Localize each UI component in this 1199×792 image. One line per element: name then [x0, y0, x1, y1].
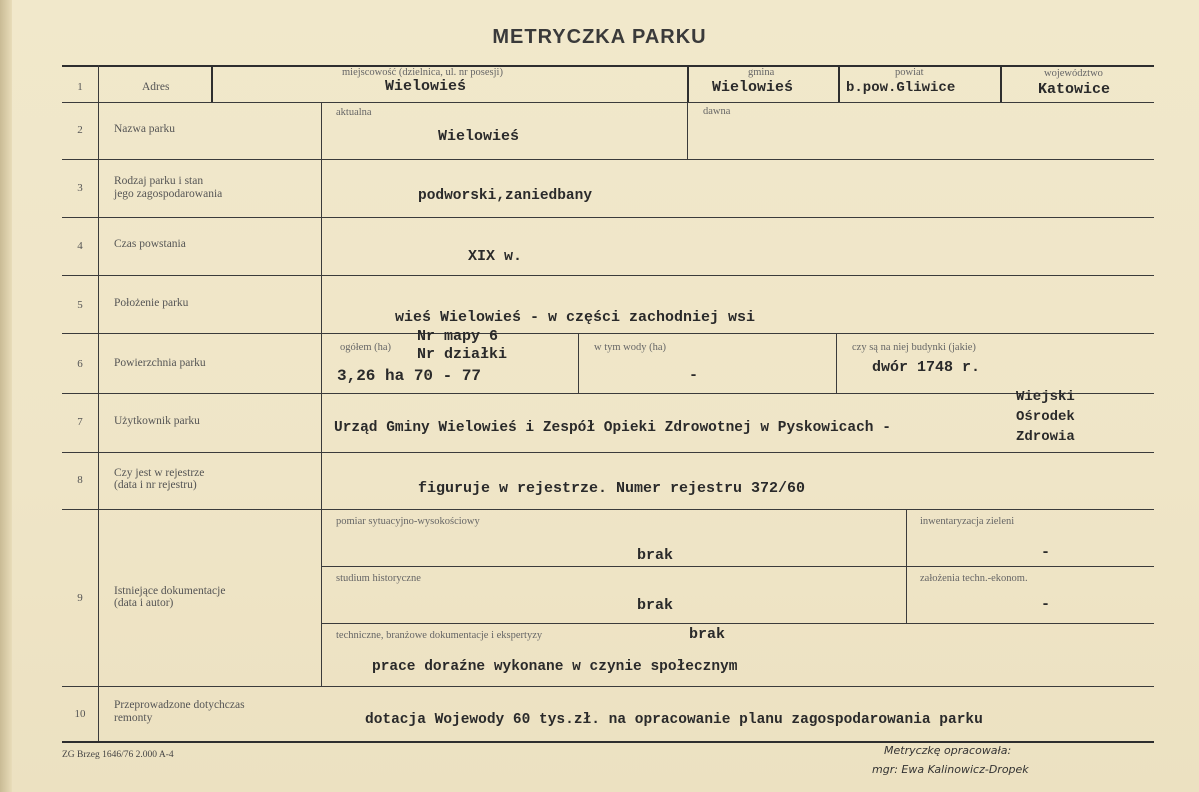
- column-divider: [578, 333, 579, 393]
- table-top-border: [62, 65, 1154, 67]
- row-label: Użytkownik parku: [114, 415, 200, 427]
- page-binding-shadow: [0, 0, 12, 792]
- table-bottom-border: [62, 741, 1154, 743]
- field-caption: czy są na niej budynki (jakie): [852, 342, 976, 353]
- plot-label-value: Nr działki: [417, 346, 508, 363]
- row-number: 3: [77, 182, 83, 194]
- row-number: 1: [77, 81, 83, 93]
- column-divider: [321, 102, 322, 686]
- field-caption: inwentaryzacja zieleni: [920, 516, 1015, 527]
- commune-value: Wielowieś: [712, 79, 794, 96]
- signature-line: Metryczkę opracowała:: [884, 744, 1012, 757]
- row-divider: [62, 102, 1154, 103]
- field-caption: dawna: [703, 106, 731, 117]
- park-user-value: Urząd Gminy Wielowieś i Zespół Opieki Zdrowotnej w Pyskowicach -: [334, 420, 891, 436]
- row-divider: [62, 686, 1154, 687]
- field-caption: założenia techn.-ekonom.: [920, 573, 1028, 584]
- column-divider: [906, 509, 907, 623]
- row-divider: [62, 393, 1154, 394]
- row-label: Położenie parku: [114, 297, 189, 309]
- current-name-value: Wielowieś: [438, 128, 520, 145]
- field-caption: powiat: [895, 67, 924, 78]
- greenery-inventory-value: -: [1041, 544, 1051, 561]
- field-caption: w tym wody (ha): [594, 342, 667, 353]
- subrow-divider: [322, 566, 1154, 567]
- district-value: b.pow.Gliwice: [846, 80, 956, 96]
- row-divider: [62, 275, 1154, 276]
- row-divider: [62, 159, 1154, 160]
- row-number: 2: [77, 124, 83, 136]
- row-divider: [62, 452, 1154, 453]
- column-divider: [838, 65, 840, 102]
- registry-value: figuruje w rejestrze. Numer rejestru 372/60: [418, 480, 806, 497]
- map-number-value: Nr mapy 6: [417, 328, 499, 345]
- field-caption: studium historyczne: [336, 573, 421, 584]
- park-user-extra: Zdrowia: [1016, 429, 1075, 445]
- park-type-value: podworski,zaniedbany: [418, 188, 593, 204]
- tech-econ-value: -: [1041, 596, 1051, 613]
- page-title: METRYCZKA PARKU: [492, 26, 707, 48]
- row-label: Rodzaj parku i stan: [114, 175, 204, 187]
- location-value: wieś Wielowieś - w części zachodniej wsi: [395, 309, 756, 326]
- column-divider: [98, 65, 99, 741]
- buildings-value: dwór 1748 r.: [872, 359, 981, 376]
- column-divider: [211, 65, 213, 102]
- historical-study-value: brak: [637, 597, 674, 614]
- row-label: Przeprowadzone dotychczas: [114, 699, 245, 711]
- row-label: (data i nr rejestru): [114, 479, 197, 491]
- subrow-divider: [322, 623, 1154, 624]
- print-footer: ZG Brzeg 1646/76 2.000 A-4: [62, 750, 174, 760]
- row-label: Istniejące dokumentacje: [114, 585, 226, 597]
- row-number: 7: [77, 416, 83, 428]
- renovations-value: dotacja Wojewody 60 tys.zł. na opracowanie planu zagospodarowania parku: [365, 712, 983, 728]
- signature-name: mgr: Ewa Kalinowicz-Dropek: [872, 763, 1029, 776]
- address-locality-value: Wielowieś: [385, 78, 467, 95]
- row-label: Powierzchnia parku: [114, 357, 206, 369]
- voivodeship-value: Katowice: [1038, 81, 1111, 98]
- field-caption: ogółem (ha): [340, 342, 392, 353]
- column-divider: [1000, 65, 1002, 102]
- park-user-extra: Ośrodek: [1016, 409, 1075, 425]
- row-number: 10: [74, 708, 86, 720]
- row-number: 5: [77, 299, 83, 311]
- row-label: remonty: [114, 712, 153, 724]
- row-label: Adres: [142, 81, 170, 93]
- column-divider: [836, 333, 837, 393]
- works-note-value: prace doraźne wykonane w czynie społecznym: [372, 659, 738, 675]
- survey-value: brak: [637, 547, 674, 564]
- column-divider: [687, 102, 688, 159]
- field-caption: gmina: [748, 67, 775, 78]
- row-divider: [62, 509, 1154, 510]
- field-caption: miejscowość (dzielnica, ul. nr posesji): [342, 67, 503, 78]
- row-divider: [62, 217, 1154, 218]
- row-number: 8: [77, 474, 83, 486]
- water-area-value: -: [689, 367, 699, 384]
- area-value: 3,26 ha 70 - 77: [337, 367, 482, 385]
- row-number: 4: [77, 240, 83, 252]
- technical-docs-value: brak: [689, 626, 726, 643]
- field-caption: aktualna: [336, 107, 372, 118]
- row-number: 6: [77, 358, 83, 370]
- park-user-extra: Wiejski: [1016, 389, 1075, 405]
- row-label: Czy jest w rejestrze: [114, 467, 205, 479]
- field-caption: techniczne, branżowe dokumentacje i ekspertyzy: [336, 630, 543, 641]
- row-label: (data i autor): [114, 597, 174, 609]
- creation-time-value: XIX w.: [468, 248, 523, 265]
- row-label: jego zagospodarowania: [114, 188, 223, 200]
- column-divider: [687, 65, 689, 102]
- field-caption: pomiar sytuacyjno-wysokościowy: [336, 516, 480, 527]
- row-label: Nazwa parku: [114, 123, 175, 135]
- field-caption: województwo: [1044, 68, 1103, 79]
- row-label: Czas powstania: [114, 238, 186, 250]
- row-divider: [62, 333, 1154, 334]
- row-number: 9: [77, 592, 83, 604]
